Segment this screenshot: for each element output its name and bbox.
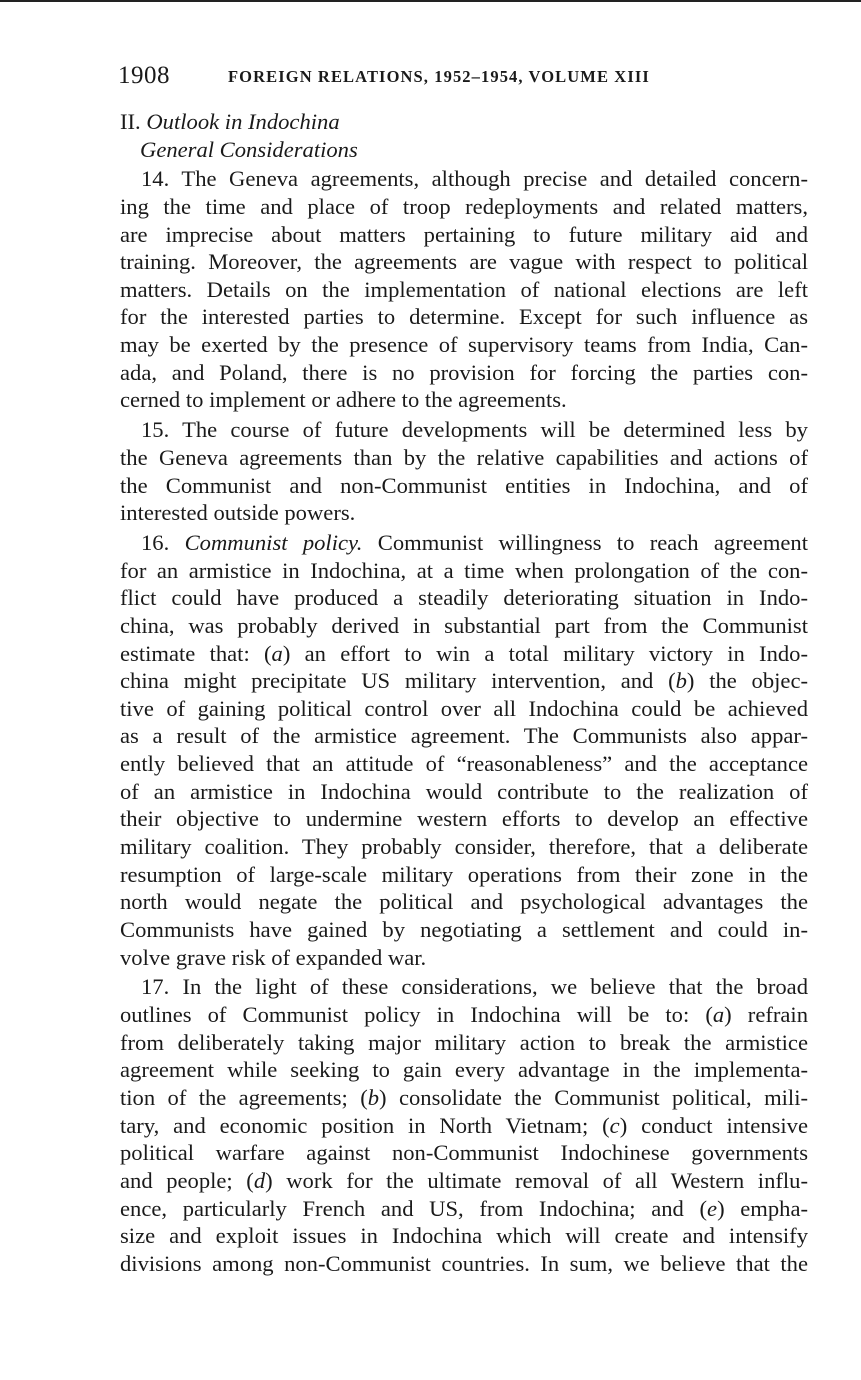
text-line: 16. Communist policy. Communist willingness to reach agreement (141, 529, 809, 555)
text-line: the Communist and non-Communist entities in Indochina, and of (120, 472, 808, 498)
paragraph-14 (120, 165, 808, 414)
text-line: tive of gaining political control over all Indochina could be achieved (120, 695, 808, 721)
text-line: ada, and Poland, there is no provision for forcing the parties con- (120, 359, 808, 385)
text-line: and people; (d) work for the ultimate removal of all Western influ- (120, 1167, 809, 1193)
text-line: agreement while seeking to gain every advantage in the implementa- (120, 1057, 808, 1083)
running-header (118, 62, 818, 94)
body-text (120, 108, 808, 1280)
text-line: resumption of large-scale military operations from their zone in the (120, 861, 808, 887)
text-line: the Geneva agreements than by the relative capabilities and actions of (120, 444, 808, 470)
section-numeral: II. (120, 109, 141, 134)
text-line: for an armistice in Indochina, at a time when prolongation of the con- (120, 557, 808, 583)
text-line: their objective to undermine western efforts to develop an effective (120, 806, 808, 832)
text-line: tion of the agreements; (b) consolidate the Communist political, mili- (120, 1084, 809, 1110)
page-number: 1908 (118, 62, 170, 89)
text-line: 17. In the light of these considerations, we believe that the broad (141, 974, 808, 1000)
section-subheading: General Considerations (140, 136, 358, 162)
running-title: FOREIGN RELATIONS, 1952–1954, VOLUME XIII (228, 67, 650, 86)
text-line: size and exploit issues in Indochina which will create and intensify (120, 1223, 808, 1249)
text-line: interested outside powers. (120, 500, 356, 526)
text-line: tary, and economic position in North Vietnam; (c) conduct intensive (120, 1112, 809, 1138)
text-line: ence, particularly French and US, from Indochina; and (e) empha- (120, 1195, 809, 1221)
paragraph-number: 17. (141, 974, 170, 1000)
text-line: are imprecise about matters pertaining to future military aid and (120, 221, 808, 247)
text-line: ently believed that an attitude of “reasonableness” and the acceptance (120, 751, 808, 777)
text-line: 14. The Geneva agreements, although precise and detailed concern- (141, 166, 808, 192)
text-line: military coalition. They probably consider, therefore, that a deliberate (120, 834, 808, 860)
text-line: 15. The course of future developments will be determined less by (141, 417, 808, 443)
text-line: for the interested parties to determine. Except for such influence as (120, 304, 808, 330)
text-line: ing the time and place of troop redeployments and related matters, (120, 193, 808, 219)
paragraph-number: 16. (141, 529, 170, 555)
text-line: of an armistice in Indochina would contribute to the realization of (120, 778, 808, 804)
paragraph-number: 14. (141, 166, 170, 192)
paragraph-lead-heading: Communist policy. (184, 529, 363, 555)
text-line: divisions among non-Communist countries. In sum, we believe that the (120, 1250, 808, 1276)
text-line: Communists have gained by negotiating a settlement and could in- (120, 916, 808, 942)
paragraph-list (120, 165, 808, 1277)
text-line: as a result of the armistice agreement. The Communists also appar- (120, 723, 808, 749)
text-line: cerned to implement or adhere to the agreements. (120, 387, 567, 413)
paragraph-15 (120, 416, 808, 527)
section-heading (120, 108, 808, 136)
text-line: may be exerted by the presence of supervisory teams from India, Can- (120, 332, 808, 358)
text-line: matters. Details on the implementation of national elections are left (120, 276, 808, 302)
paragraph-16 (120, 529, 808, 971)
text-line: outlines of Communist policy in Indochina will be to: (a) refrain (120, 1002, 808, 1028)
text-line: north would negate the political and psychological advantages the (120, 889, 808, 915)
text-line: flict could have produced a steadily deteriorating situation in Indo- (120, 585, 808, 611)
text-line: from deliberately taking major military action to break the armistice (120, 1029, 808, 1055)
text-line: training. Moreover, the agreements are vague with respect to political (120, 249, 808, 275)
text-line: china might precipitate US military intervention, and (b) the objec- (120, 668, 809, 694)
paragraph-number: 15. (141, 417, 170, 443)
section-title: Outlook in Indochina (146, 109, 340, 134)
top-edge-rule (0, 0, 861, 2)
text-line: volve grave risk of expanded war. (120, 944, 427, 970)
text-line: estimate that: (a) an effort to win a total military victory in Indo- (120, 640, 808, 666)
text-line: political warfare against non-Communist Indochinese governments (120, 1140, 808, 1166)
text-line: china, was probably derived in substantial part from the Communist (120, 612, 808, 638)
paragraph-17 (120, 973, 808, 1277)
